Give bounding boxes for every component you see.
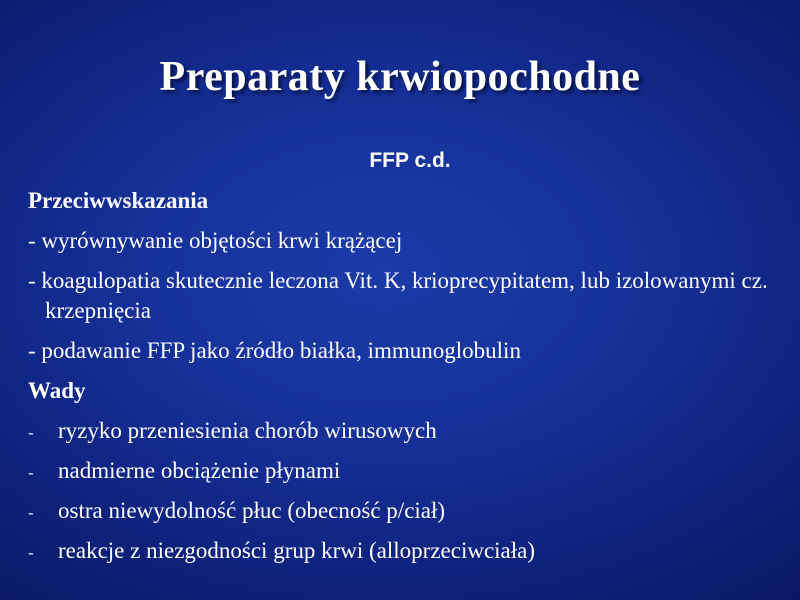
slide-subtitle: FFP c.d. [369, 149, 451, 172]
drawbacks-heading: Wady [28, 378, 86, 403]
dash-bullet-icon: - [28, 423, 34, 442]
drawback-text: reakcje z niezgodności grup krwi (alloprzeciwciała) [58, 538, 536, 563]
slide-body [28, 186, 788, 566]
dash-bullet-icon: - [28, 463, 34, 482]
contraindication-item: - wyrównywanie objętości krwi krążącej [28, 228, 403, 253]
drawback-item [28, 496, 788, 526]
drawback-text: ryzyko przeniesienia chorób wirusowych [58, 418, 437, 443]
drawback-text: nadmierne obciążenie płynami [58, 458, 341, 483]
drawback-item [28, 416, 788, 446]
dash-bullet-icon: - [28, 503, 34, 522]
drawback-text: ostra niewydolność płuc (obecność p/ciał) [58, 498, 446, 523]
contraindication-item: - koagulopatia skutecznie leczona Vit. K, krioprecypitatem, lub izolowanymi cz. krzepnięcia [28, 268, 768, 323]
drawback-item [28, 456, 788, 486]
drawback-item [28, 536, 788, 566]
slide-title: Preparaty krwiopochodne [159, 54, 641, 100]
dash-bullet-icon: - [28, 543, 34, 562]
contraindication-item: - podawanie FFP jako źródło białka, immunoglobulin [28, 338, 521, 363]
contraindications-heading: Przeciwwskazania [28, 188, 209, 213]
